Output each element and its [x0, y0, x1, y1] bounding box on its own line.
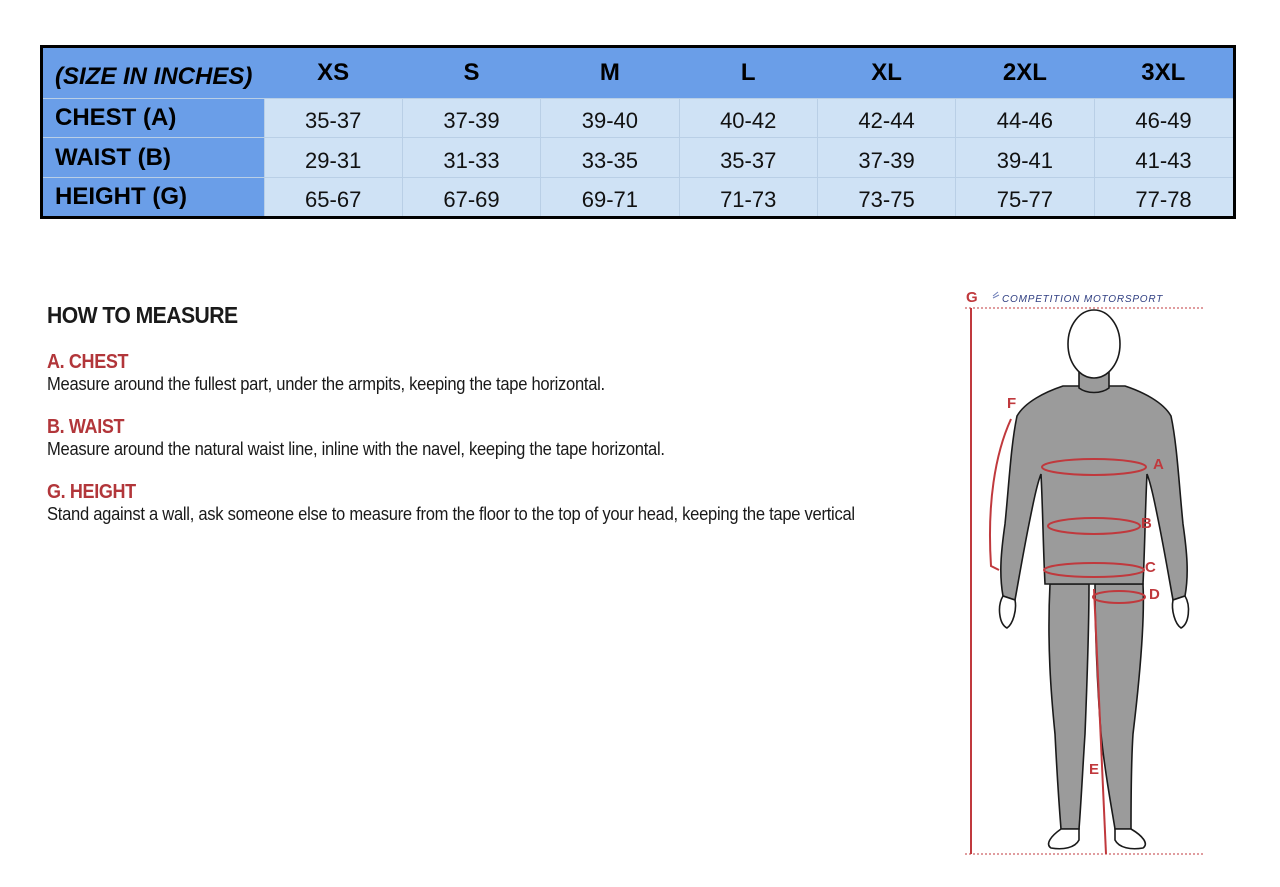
- size-header-row: [43, 48, 1233, 99]
- label-b: B: [1141, 515, 1152, 532]
- label-f: F: [1007, 395, 1017, 412]
- measure-item-waist: [47, 416, 927, 460]
- label-e: E: [1089, 761, 1100, 778]
- size-chart: [43, 48, 1233, 216]
- label-d: D: [1149, 586, 1160, 603]
- height-row: [43, 177, 1233, 216]
- label-g: G: [966, 289, 978, 306]
- measure-text-waist: Measure around the natural waist line, inline with the navel, keeping the tape horizontal.: [47, 439, 665, 459]
- table-cell: 44-46: [956, 99, 1094, 138]
- table-cell: 39-41: [956, 138, 1094, 177]
- size-header-m: M: [541, 48, 679, 99]
- size-header-3xl: 3XL: [1094, 48, 1232, 99]
- table-cell: 65-67: [264, 177, 402, 216]
- measure-title-chest: A. CHEST: [47, 351, 129, 373]
- table-cell: 40-42: [679, 99, 817, 138]
- brand-logo: [993, 292, 1163, 305]
- measure-text-height: Stand against a wall, ask someone else to measure from the floor to the top of your head, keeping the tape vertical: [47, 504, 855, 524]
- chest-row: [43, 99, 1233, 138]
- size-header-xl: XL: [817, 48, 955, 99]
- size-header-2xl: 2XL: [956, 48, 1094, 99]
- waist-row: [43, 138, 1233, 177]
- table-cell: 73-75: [817, 177, 955, 216]
- table-cell: 41-43: [1094, 138, 1232, 177]
- size-chart-table: [40, 45, 1236, 219]
- size-header-l: L: [679, 48, 817, 99]
- measure-item-chest: [47, 351, 927, 395]
- measure-item-height: [47, 481, 927, 525]
- table-cell: 77-78: [1094, 177, 1232, 216]
- size-header-xs: XS: [264, 48, 402, 99]
- table-cell: 75-77: [956, 177, 1094, 216]
- table-cell: 39-40: [541, 99, 679, 138]
- table-cell: 29-31: [264, 138, 402, 177]
- row-label-height: HEIGHT (G): [43, 177, 264, 216]
- how-to-measure-heading: HOW TO MEASURE: [47, 302, 238, 328]
- table-cell: 37-39: [817, 138, 955, 177]
- table-cell: 71-73: [679, 177, 817, 216]
- table-cell: 42-44: [817, 99, 955, 138]
- brand-mark-icon: [993, 292, 999, 298]
- measure-title-waist: B. WAIST: [47, 416, 125, 438]
- how-to-measure-section: [47, 302, 927, 546]
- table-cell: 69-71: [541, 177, 679, 216]
- table-cell: 35-37: [679, 138, 817, 177]
- body-measurement-diagram: [955, 284, 1215, 869]
- body-figure-svg: [955, 284, 1215, 869]
- row-label-chest: CHEST (A): [43, 99, 264, 138]
- units-label: (SIZE IN INCHES): [43, 48, 264, 99]
- table-cell: 46-49: [1094, 99, 1232, 138]
- table-cell: 33-35: [541, 138, 679, 177]
- size-header-s: S: [402, 48, 540, 99]
- table-cell: 67-69: [402, 177, 540, 216]
- brand-text: COMPETITION MOTORSPORT: [1002, 294, 1164, 305]
- measure-text-chest: Measure around the fullest part, under the armpits, keeping the tape horizontal.: [47, 374, 605, 394]
- label-a: A: [1153, 456, 1164, 473]
- table-cell: 35-37: [264, 99, 402, 138]
- label-c: C: [1145, 559, 1156, 576]
- table-cell: 31-33: [402, 138, 540, 177]
- row-label-waist: WAIST (B): [43, 138, 264, 177]
- table-cell: 37-39: [402, 99, 540, 138]
- measure-title-height: G. HEIGHT: [47, 481, 136, 503]
